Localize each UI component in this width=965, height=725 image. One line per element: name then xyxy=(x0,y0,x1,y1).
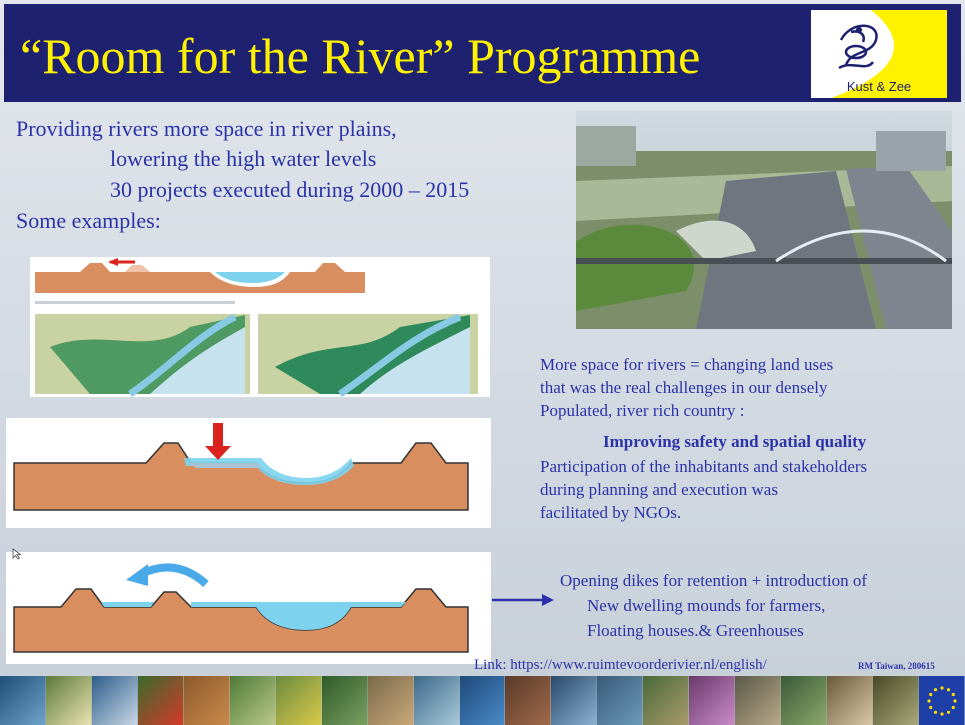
kust-zee-logo xyxy=(811,10,947,98)
description-line-5: Participation of the inhabitants and stakeholders xyxy=(540,457,868,476)
curved-arrow-icon xyxy=(126,564,206,586)
credit-text: RM Taiwan, 280615 xyxy=(858,661,935,671)
photo-tile xyxy=(551,676,597,725)
program-link[interactable]: Link: https://www.ruimtevoorderivier.nl/english/ xyxy=(474,657,767,673)
photo-tile xyxy=(276,676,322,725)
cross-section-panel-2 xyxy=(6,418,491,528)
measures-line-2: New dwelling mounds for farmers, xyxy=(587,596,826,615)
photo-tile xyxy=(460,676,506,725)
description-line-2: that was the real challenges in our densely xyxy=(540,378,828,397)
photo-tile xyxy=(781,676,827,725)
photo-tile xyxy=(597,676,643,725)
logo-label: Kust & Zee xyxy=(846,79,912,94)
cursor-icon xyxy=(12,548,22,560)
photo-tile xyxy=(138,676,184,725)
measures-line-1: Opening dikes for retention + introduction of xyxy=(560,571,868,590)
description-line-3: Populated, river rich country : xyxy=(540,401,745,420)
aerial-river-photo xyxy=(576,111,952,329)
photo-tile xyxy=(184,676,230,725)
eu-flag-tile xyxy=(919,676,965,725)
blue-arrow-right-icon xyxy=(490,592,556,608)
cross-section-panel-3 xyxy=(6,552,491,664)
photo-tile xyxy=(92,676,138,725)
photo-tile xyxy=(46,676,92,725)
photo-tile xyxy=(873,676,919,725)
eu-flag-icon xyxy=(924,683,960,719)
description-highlight: Improving safety and spatial quality xyxy=(603,432,867,451)
photo-tile xyxy=(322,676,368,725)
photo-tile xyxy=(735,676,781,725)
description-line-7: facilitated by NGOs. xyxy=(540,503,682,522)
photo-tile xyxy=(689,676,735,725)
intro-line-3: 30 projects executed during 2000 – 2015 xyxy=(110,177,470,202)
intro-line-4: Some examples: xyxy=(16,208,161,233)
nature-photo-strip xyxy=(0,676,965,725)
photo-tile xyxy=(505,676,551,725)
slide-title: “Room for the River” Programme xyxy=(20,28,701,84)
description-line-1: More space for rivers = changing land uses xyxy=(540,355,834,374)
intro-line-2: lowering the high water levels xyxy=(110,146,377,171)
description-line-6: during planning and execution was xyxy=(540,480,778,499)
photo-tile xyxy=(0,676,46,725)
photo-tile xyxy=(643,676,689,725)
photo-tile xyxy=(827,676,873,725)
intro-line-1: Providing rivers more space in river plains, xyxy=(16,116,397,141)
photo-tile xyxy=(414,676,460,725)
photo-tile xyxy=(368,676,414,725)
red-arrow-left-icon xyxy=(108,258,135,266)
measures-line-3: Floating houses.& Greenhouses xyxy=(587,621,804,640)
red-arrow-down-icon xyxy=(205,423,231,460)
cross-section-panel-1 xyxy=(30,257,490,397)
photo-tile xyxy=(230,676,276,725)
